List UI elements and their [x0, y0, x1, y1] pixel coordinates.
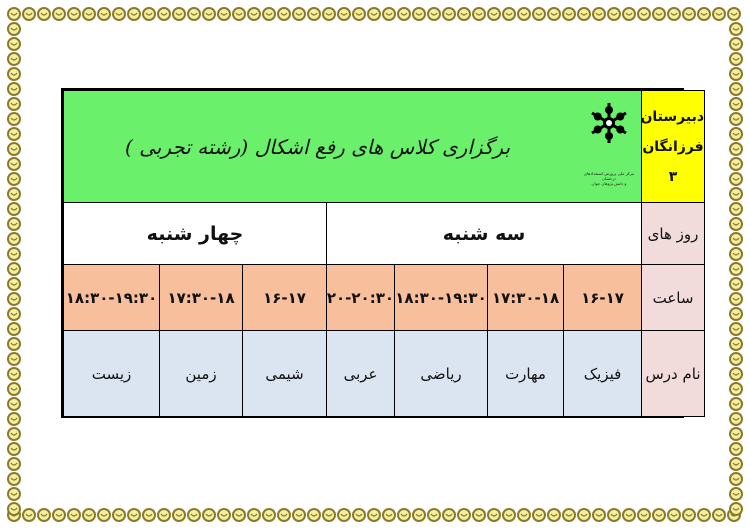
- border-ring: [713, 509, 725, 521]
- title-cell: [64, 91, 642, 203]
- border-ring: [428, 509, 440, 521]
- logo-text-line2: و دانش پژوهان جوان: [591, 181, 627, 186]
- schedule-table: [63, 90, 705, 417]
- border-ring: [8, 413, 20, 425]
- border-ring: [548, 8, 560, 20]
- border-ring: [533, 8, 545, 20]
- border-ring: [8, 488, 20, 500]
- border-ring: [730, 68, 742, 80]
- border-ring: [730, 413, 742, 425]
- time-cell: ۱۸:۳۰-۱۹:۳۰: [64, 265, 160, 331]
- border-ring: [8, 503, 20, 515]
- subject-cell: زمین: [160, 331, 243, 417]
- subject-cell: مهارت: [488, 331, 564, 417]
- border-ring: [8, 68, 20, 80]
- border-ring: [730, 503, 742, 515]
- border-ring: [730, 53, 742, 65]
- border-ring: [8, 143, 20, 155]
- border-ring: [730, 158, 742, 170]
- border-ring: [638, 8, 650, 20]
- border-ring: [730, 248, 742, 260]
- border-ring: [8, 233, 20, 245]
- border-ring: [323, 8, 335, 20]
- border-ring: [353, 509, 365, 521]
- school-line1: دبیرستان: [640, 108, 705, 125]
- border-ring: [38, 8, 50, 20]
- border-ring: [68, 509, 80, 521]
- border-ring: [730, 143, 742, 155]
- border-ring: [8, 218, 20, 230]
- page-title: برگزاری کلاس های رفع اشکال (رشته تجربی ): [124, 134, 511, 159]
- time-cell: ۱۷:۳۰-۱۸: [160, 265, 243, 331]
- border-ring: [730, 323, 742, 335]
- subject-cell: شیمی: [243, 331, 327, 417]
- border-ring: [503, 8, 515, 20]
- border-ring: [8, 8, 20, 20]
- border-ring: [638, 509, 650, 521]
- border-ring: [158, 509, 170, 521]
- border-ring: [730, 398, 742, 410]
- logo-text-line1: مرکز ملی پرورش استعدادهای درخشان: [583, 171, 635, 181]
- border-ring: [203, 8, 215, 20]
- border-ring: [308, 8, 320, 20]
- border-ring: [8, 353, 20, 365]
- border-ring: [233, 509, 245, 521]
- border-ring: [8, 263, 20, 275]
- border-ring: [730, 428, 742, 440]
- border-ring: [53, 509, 65, 521]
- border-ring: [730, 233, 742, 245]
- border-ring: [730, 83, 742, 95]
- border-ring: [548, 509, 560, 521]
- border-ring: [608, 8, 620, 20]
- border-ring: [730, 38, 742, 50]
- border-ring: [8, 23, 20, 35]
- border-ring: [23, 509, 35, 521]
- border-ring: [8, 38, 20, 50]
- border-ring: [698, 509, 710, 521]
- subject-cell: زیست: [64, 331, 160, 417]
- border-ring: [8, 248, 20, 260]
- border-ring: [38, 509, 50, 521]
- border-ring: [730, 98, 742, 110]
- border-ring: [203, 509, 215, 521]
- border-ring: [578, 8, 590, 20]
- day-tuesday: سه شنبه: [327, 203, 642, 265]
- border-ring: [263, 509, 275, 521]
- schedule-table-wrapper: [61, 88, 705, 418]
- border-ring: [458, 8, 470, 20]
- time-row-label: ساعت: [642, 265, 705, 331]
- border-ring: [730, 353, 742, 365]
- border-ring: [730, 113, 742, 125]
- border-ring: [143, 8, 155, 20]
- border-ring: [218, 8, 230, 20]
- border-ring: [383, 8, 395, 20]
- border-ring: [8, 428, 20, 440]
- border-ring: [8, 323, 20, 335]
- border-ring: [143, 509, 155, 521]
- border-ring: [473, 509, 485, 521]
- border-ring: [83, 8, 95, 20]
- time-cell: ۱۸:۳۰-۱۹:۳۰: [395, 265, 488, 331]
- border-ring: [458, 509, 470, 521]
- border-ring: [668, 509, 680, 521]
- border-ring: [668, 8, 680, 20]
- border-ring: [730, 488, 742, 500]
- border-ring: [113, 509, 125, 521]
- border-ring: [248, 8, 260, 20]
- border-ring: [653, 8, 665, 20]
- school-line2: فرزانگان ۳: [642, 138, 704, 185]
- border-ring: [473, 8, 485, 20]
- border-ring: [278, 8, 290, 20]
- border-ring: [503, 509, 515, 521]
- border-ring: [8, 173, 20, 185]
- time-cell: ۱۶-۱۷: [243, 265, 327, 331]
- border-ring: [8, 308, 20, 320]
- border-ring: [53, 8, 65, 20]
- border-ring: [98, 8, 110, 20]
- border-ring: [248, 509, 260, 521]
- border-ring: [730, 128, 742, 140]
- time-cell: ۱۷:۳۰-۱۸: [488, 265, 564, 331]
- border-ring: [730, 473, 742, 485]
- border-ring: [730, 293, 742, 305]
- logo-emblem-icon: [581, 97, 637, 167]
- subject-cell: فیزیک: [564, 331, 642, 417]
- border-ring: [730, 278, 742, 290]
- border-ring: [730, 308, 742, 320]
- border-ring: [398, 509, 410, 521]
- border-ring: [8, 443, 20, 455]
- border-ring: [188, 509, 200, 521]
- border-ring: [368, 509, 380, 521]
- border-ring: [730, 458, 742, 470]
- organization-logo: [581, 97, 637, 187]
- border-ring: [683, 509, 695, 521]
- border-ring: [218, 509, 230, 521]
- border-ring: [623, 509, 635, 521]
- border-ring: [730, 218, 742, 230]
- border-ring: [68, 8, 80, 20]
- border-ring: [698, 8, 710, 20]
- border-ring: [563, 509, 575, 521]
- border-ring: [308, 509, 320, 521]
- border-ring: [428, 8, 440, 20]
- border-ring: [730, 203, 742, 215]
- school-name-cell: [642, 91, 705, 203]
- border-ring: [653, 509, 665, 521]
- border-ring: [293, 8, 305, 20]
- border-ring: [8, 383, 20, 395]
- border-ring: [8, 113, 20, 125]
- border-ring: [98, 509, 110, 521]
- border-ring: [398, 8, 410, 20]
- border-ring: [8, 158, 20, 170]
- border-ring: [730, 188, 742, 200]
- border-ring: [8, 368, 20, 380]
- border-ring: [730, 443, 742, 455]
- border-ring: [293, 509, 305, 521]
- border-ring: [128, 509, 140, 521]
- border-ring: [713, 8, 725, 20]
- border-ring: [730, 263, 742, 275]
- border-ring: [8, 278, 20, 290]
- border-ring: [563, 8, 575, 20]
- border-ring: [173, 509, 185, 521]
- border-ring: [23, 8, 35, 20]
- border-ring: [518, 8, 530, 20]
- border-ring: [173, 8, 185, 20]
- border-ring: [608, 509, 620, 521]
- time-cell: ۲۰-۲۰:۳۰: [327, 265, 395, 331]
- border-ring: [188, 8, 200, 20]
- border-ring: [443, 509, 455, 521]
- border-ring: [730, 173, 742, 185]
- border-ring: [730, 368, 742, 380]
- border-ring: [488, 8, 500, 20]
- border-ring: [623, 8, 635, 20]
- subject-cell: ریاضی: [395, 331, 488, 417]
- border-ring: [488, 509, 500, 521]
- border-ring: [728, 8, 740, 20]
- time-cell: ۱۶-۱۷: [564, 265, 642, 331]
- border-ring: [278, 509, 290, 521]
- border-ring: [338, 509, 350, 521]
- border-ring: [368, 8, 380, 20]
- days-row-label: روز های: [642, 203, 705, 265]
- border-ring: [83, 509, 95, 521]
- border-ring: [353, 8, 365, 20]
- border-ring: [683, 8, 695, 20]
- border-ring: [8, 293, 20, 305]
- border-ring: [8, 473, 20, 485]
- border-ring: [518, 509, 530, 521]
- border-ring: [578, 509, 590, 521]
- border-ring: [323, 509, 335, 521]
- border-ring: [8, 128, 20, 140]
- border-ring: [593, 8, 605, 20]
- border-ring: [158, 8, 170, 20]
- lesson-row-label: نام درس: [642, 331, 705, 417]
- border-ring: [8, 398, 20, 410]
- border-ring: [263, 8, 275, 20]
- border-ring: [8, 83, 20, 95]
- border-ring: [338, 8, 350, 20]
- border-ring: [593, 509, 605, 521]
- border-ring: [443, 8, 455, 20]
- subject-cell: عربی: [327, 331, 395, 417]
- border-ring: [413, 8, 425, 20]
- border-ring: [730, 338, 742, 350]
- border-ring: [233, 8, 245, 20]
- border-ring: [128, 8, 140, 20]
- border-ring: [8, 188, 20, 200]
- border-ring: [413, 509, 425, 521]
- day-wednesday: چهار شنبه: [64, 203, 327, 265]
- border-ring: [383, 509, 395, 521]
- border-ring: [8, 203, 20, 215]
- border-ring: [113, 8, 125, 20]
- border-ring: [8, 458, 20, 470]
- border-ring: [533, 509, 545, 521]
- border-ring: [8, 53, 20, 65]
- border-ring: [8, 98, 20, 110]
- border-ring: [730, 23, 742, 35]
- border-ring: [730, 383, 742, 395]
- border-ring: [8, 338, 20, 350]
